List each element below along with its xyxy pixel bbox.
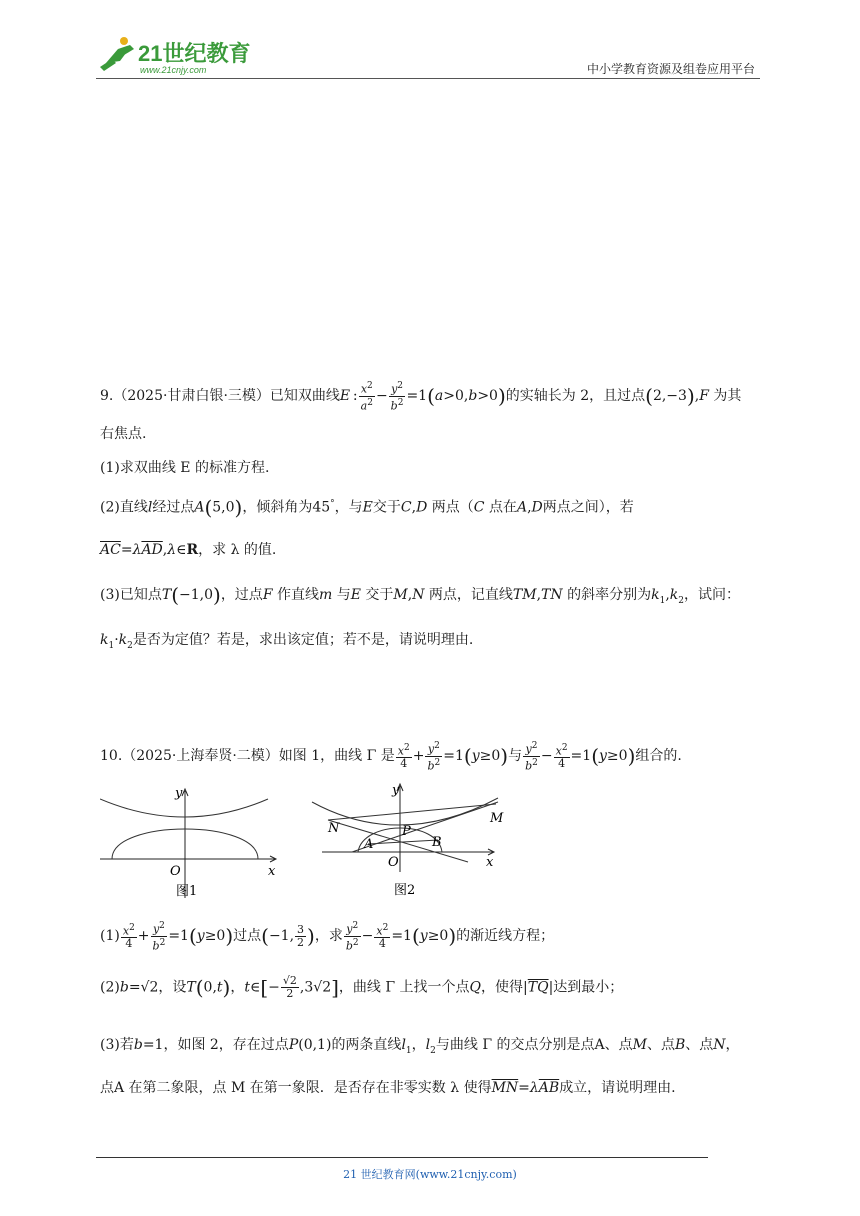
svg-text:P: P: [402, 824, 411, 839]
svg-text:N: N: [328, 821, 340, 836]
figure-1: [100, 783, 280, 903]
q10-part2: (2)b=√2，设T(0,t)，t∈[− $\frac{√2}{2}$ ,3√2]，曲线 Γ 上找一个点Q，使得$|\overline{TQ}|$达到最小；: [100, 974, 624, 1000]
q10-part3: (3)若b=1，如图 2，存在过点P(0,1)的两条直线$l_1$，$l_2$与曲线 Γ 的交点分别是点A、点M、点B、点N，: [100, 1037, 740, 1056]
svg-text:x: x: [268, 864, 276, 879]
svg-text:O: O: [388, 855, 399, 870]
svg-text:A: A: [364, 837, 374, 852]
q9-line2: 右焦点.: [100, 426, 147, 442]
svg-text:y: y: [392, 783, 400, 798]
svg-text:x: x: [486, 855, 494, 870]
figure-2-caption: 图2: [394, 883, 416, 898]
q9-part1: (1)求双曲线 E 的标准方程.: [100, 460, 270, 476]
q9-part2-line2: $\overline{AC}=\lambda\overline{AD},\lambda\in R$，求 λ 的值.: [100, 542, 277, 558]
q10-line1: 10.（2025·上海奉贤·二模）如图 1，曲线 Γ 是 $\frac{x^2}{4}$ + $\frac{y^2}{b^2}$ =1(y≥0)与 $\frac{y^2}{b^2}$ − $\frac{x^2}{4}$ =1(y≥0)组合的.: [100, 741, 682, 773]
figure-1-caption: 图1: [176, 884, 198, 899]
header-platform-text: 中小学教育资源及组卷应用平台: [586, 62, 755, 76]
q9-text3: 为其: [713, 388, 742, 405]
site-logo: [96, 33, 261, 77]
q9-line1: 9.（2025·甘肃白银·三模）已知双曲线E : $\frac{x^2}{a^2}$ − $\frac{y^2}{b^2}$ =1(a>0,b>0)的实轴长为 2，且过点(2,−3),F 为其: [100, 381, 742, 413]
q9-text1: 已知双曲线: [269, 388, 340, 405]
footer-divider: [96, 1157, 708, 1158]
svg-text:M: M: [490, 811, 504, 826]
logo-text: 21世纪教育: [138, 41, 251, 66]
q9-part2: (2)直线l经过点A(5,0)，倾斜角为45°，与E交于C,D 两点（C 点在A,D两点之间），若: [100, 495, 634, 520]
header-divider: [96, 78, 760, 79]
footer-link[interactable]: 21 世纪教育网(www.21cnjy.com): [343, 1168, 517, 1181]
q9-source: （2025·甘肃白银·三模）: [113, 388, 270, 405]
q9-number: 9.: [100, 388, 114, 405]
logo-url: www.21cnjy.com: [140, 65, 207, 75]
q10-part1: (1) $\frac{x^2}{4}$ + $\frac{y^2}{b^2}$ =1(y≥0)过点(−1, $\frac{3}{2}$ )，求 $\frac{y^2}{b^2}$ − $\frac{x^2}{4}$ =1(y≥0)的渐近线方程；: [100, 921, 555, 953]
q10-part3-line2: 点A 在第二象限，点 M 在第一象限．是否存在非零实数 λ 使得$\overline{MN}=\lambda\overline{AB}$成立，请说明理由.: [100, 1080, 676, 1096]
q10-source: （2025·上海奉贤·二模）: [122, 748, 279, 765]
q9-part3: (3)已知点T(−1,0)，过点F 作直线m 与E 交于M,N 两点，记直线TM,TN 的斜率分别为$k_1,k_2$，试问：: [100, 583, 740, 607]
svg-text:O: O: [170, 864, 181, 879]
figure-2: [308, 780, 508, 900]
q10-number: 10.: [100, 748, 123, 765]
runner-icon: [100, 37, 134, 71]
svg-text:B: B: [432, 835, 442, 850]
q9-text2: 的实轴长为 2，且过点: [505, 388, 646, 405]
q9-part3-line2: $k_1\cdot k_2$是否为定值？若是，求出该定值；若不是，请说明理由.: [100, 632, 474, 651]
svg-text:y: y: [175, 786, 183, 801]
